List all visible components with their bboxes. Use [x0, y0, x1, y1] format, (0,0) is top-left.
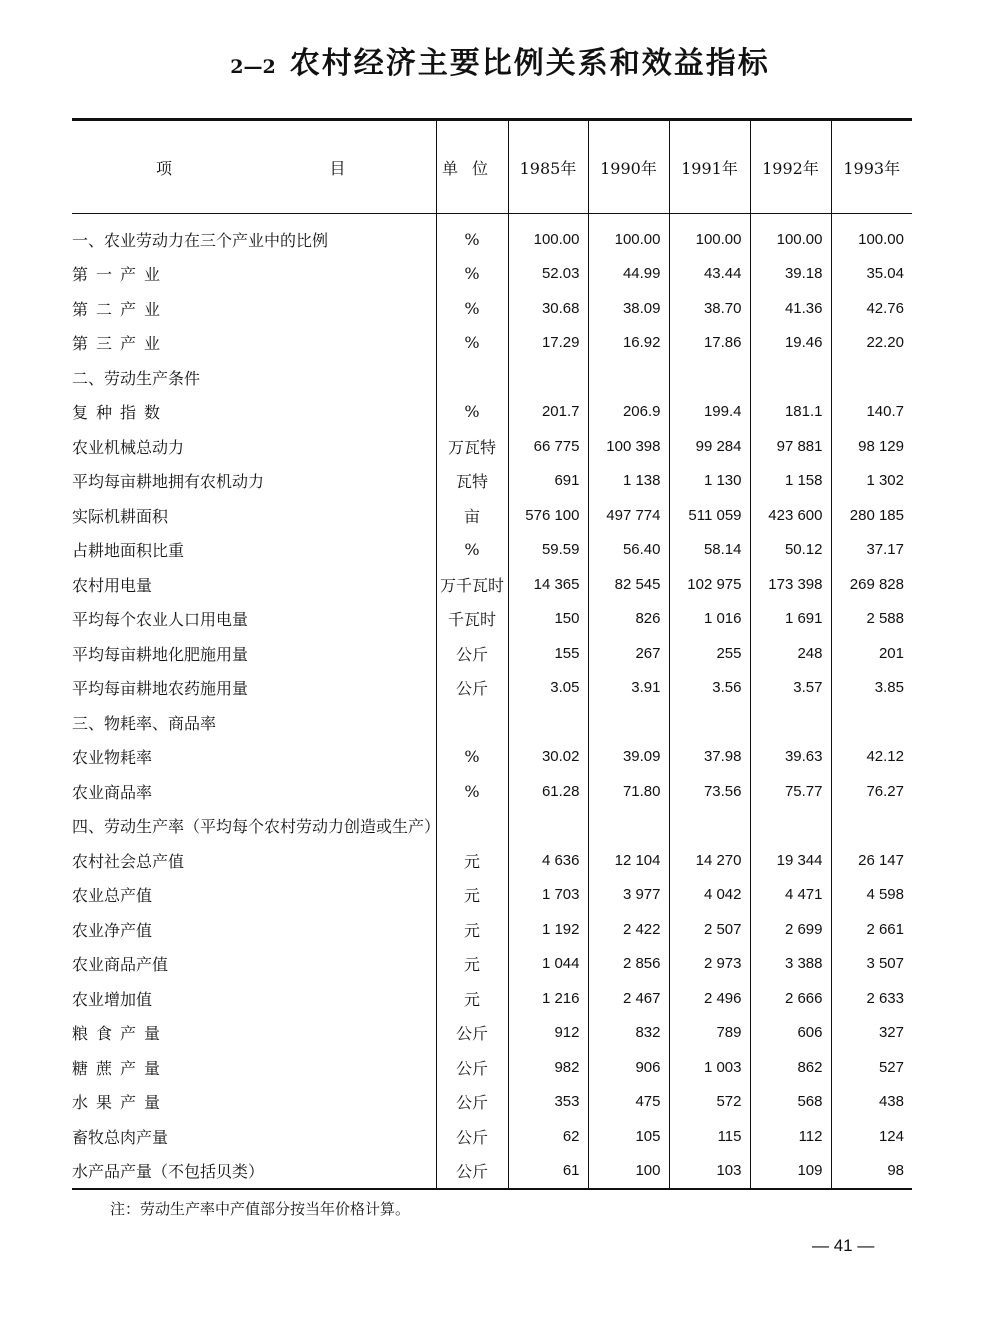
row-value: 4 598 [831, 878, 912, 913]
row-label: 实际机耕面积 [72, 506, 169, 526]
row-value: 2 633 [831, 981, 912, 1016]
row-unit: % [436, 774, 508, 809]
row-value: 1 691 [750, 602, 831, 637]
row-label: 第三产业 [72, 334, 169, 354]
row-value: 269 828 [831, 567, 912, 602]
row-unit: % [436, 533, 508, 568]
row-value: 906 [588, 1050, 669, 1085]
row-value: 982 [508, 1050, 588, 1085]
table-row [72, 878, 912, 913]
row-value: 576 100 [508, 498, 588, 533]
row-value: 58.14 [669, 533, 750, 568]
row-value: 606 [750, 1016, 831, 1051]
row-value: 201.7 [508, 395, 588, 430]
row-value: 1 302 [831, 464, 912, 499]
row-value: 37.98 [669, 740, 750, 775]
row-value: 56.40 [588, 533, 669, 568]
row-unit: 公斤 [436, 1016, 508, 1051]
row-value: 26 147 [831, 843, 912, 878]
page-number: — 41 — [812, 1236, 875, 1255]
table-row [72, 257, 912, 292]
row-unit: 元 [436, 843, 508, 878]
table-body [72, 214, 912, 1190]
row-label: 糖蔗产量 [72, 1058, 169, 1078]
row-value: 100.00 [831, 214, 912, 257]
row-value: 2 661 [831, 912, 912, 947]
row-value [750, 705, 831, 740]
row-value [588, 809, 669, 844]
row-value: 511 059 [669, 498, 750, 533]
row-label: 农业净产值 [72, 920, 153, 940]
row-value: 100 398 [588, 429, 669, 464]
row-unit: % [436, 214, 508, 257]
row-label: 农业商品产值 [72, 955, 169, 975]
row-value [831, 705, 912, 740]
header-year-1991: 1991年 [669, 120, 750, 214]
row-value: 2 422 [588, 912, 669, 947]
row-value: 115 [669, 1119, 750, 1154]
row-value: 3 507 [831, 947, 912, 982]
row-value: 59.59 [508, 533, 588, 568]
row-value: 124 [831, 1119, 912, 1154]
table-row [72, 498, 912, 533]
row-label: 水果产量 [72, 1093, 169, 1113]
table-row [72, 843, 912, 878]
row-unit: 公斤 [436, 1085, 508, 1120]
row-value: 37.17 [831, 533, 912, 568]
row-value: 102 975 [669, 567, 750, 602]
row-unit [436, 360, 508, 395]
row-label: 平均每亩耕地拥有农机动力 [72, 472, 265, 492]
row-value [831, 809, 912, 844]
header-year-1990: 1990年 [588, 120, 669, 214]
row-value: 2 699 [750, 912, 831, 947]
row-value: 38.70 [669, 291, 750, 326]
row-value: 475 [588, 1085, 669, 1120]
row-value: 71.80 [588, 774, 669, 809]
row-label: 农业总产值 [72, 886, 153, 906]
row-unit: 公斤 [436, 671, 508, 706]
table-row [72, 671, 912, 706]
statistics-table [72, 118, 912, 1190]
row-value: 2 973 [669, 947, 750, 982]
row-value: 100.00 [750, 214, 831, 257]
row-value: 199.4 [669, 395, 750, 430]
row-value: 3.85 [831, 671, 912, 706]
row-value: 19.46 [750, 326, 831, 361]
row-value [508, 809, 588, 844]
row-value: 3 388 [750, 947, 831, 982]
row-value: 3.91 [588, 671, 669, 706]
row-value: 75.77 [750, 774, 831, 809]
row-value: 1 703 [508, 878, 588, 913]
row-value [750, 360, 831, 395]
row-label: 第二产业 [72, 299, 169, 319]
row-value: 527 [831, 1050, 912, 1085]
row-value: 140.7 [831, 395, 912, 430]
header-year-1992: 1992年 [750, 120, 831, 214]
row-unit: 元 [436, 981, 508, 1016]
row-value: 30.68 [508, 291, 588, 326]
table-row [72, 1050, 912, 1085]
row-label: 平均每亩耕地农药施用量 [72, 679, 249, 699]
row-value: 22.20 [831, 326, 912, 361]
row-value: 3.05 [508, 671, 588, 706]
row-value: 66 775 [508, 429, 588, 464]
table-title-text: 农村经济主要比例关系和效益指标 [289, 46, 770, 81]
table-row [72, 774, 912, 809]
row-value: 280 185 [831, 498, 912, 533]
row-value [669, 809, 750, 844]
row-value: 98 [831, 1154, 912, 1190]
row-label: 一、农业劳动力在三个产业中的比例 [72, 230, 329, 250]
row-value: 39.63 [750, 740, 831, 775]
row-value: 38.09 [588, 291, 669, 326]
row-value: 2 496 [669, 981, 750, 1016]
row-value: 44.99 [588, 257, 669, 292]
row-value: 438 [831, 1085, 912, 1120]
row-value [669, 360, 750, 395]
row-value: 789 [669, 1016, 750, 1051]
row-unit: 元 [436, 947, 508, 982]
header-item-left: 项 [156, 158, 173, 178]
row-label: 农业物耗率 [72, 748, 153, 768]
row-value: 98 129 [831, 429, 912, 464]
row-value: 42.12 [831, 740, 912, 775]
row-unit: % [436, 326, 508, 361]
table-row [72, 395, 912, 430]
row-value: 353 [508, 1085, 588, 1120]
row-value: 43.44 [669, 257, 750, 292]
row-value: 39.18 [750, 257, 831, 292]
table-row [72, 912, 912, 947]
row-unit: 千瓦时 [436, 602, 508, 637]
row-value: 1 044 [508, 947, 588, 982]
row-unit: % [436, 740, 508, 775]
table-row [72, 533, 912, 568]
header-year-1993: 1993年 [831, 120, 912, 214]
row-value: 423 600 [750, 498, 831, 533]
row-unit: 瓦特 [436, 464, 508, 499]
row-unit: 万千瓦时 [436, 567, 508, 602]
row-label: 平均每亩耕地化肥施用量 [72, 644, 249, 664]
row-value: 109 [750, 1154, 831, 1190]
table-row [72, 429, 912, 464]
table-row [72, 291, 912, 326]
row-value: 1 003 [669, 1050, 750, 1085]
row-label: 畜牧总肉产量 [72, 1127, 169, 1147]
row-label: 占耕地面积比重 [72, 541, 185, 561]
row-label: 平均每个农业人口用电量 [72, 610, 249, 630]
row-value: 173 398 [750, 567, 831, 602]
row-value: 3.57 [750, 671, 831, 706]
page-title [0, 38, 1000, 82]
row-value [588, 705, 669, 740]
row-value: 35.04 [831, 257, 912, 292]
row-unit: 亩 [436, 498, 508, 533]
row-value: 1 158 [750, 464, 831, 499]
table-row [72, 602, 912, 637]
row-value: 826 [588, 602, 669, 637]
row-value: 155 [508, 636, 588, 671]
row-value: 206.9 [588, 395, 669, 430]
table-row [72, 1154, 912, 1190]
row-label: 二、劳动生产条件 [72, 368, 201, 388]
row-unit: 元 [436, 912, 508, 947]
row-label: 农村社会总产值 [72, 851, 185, 871]
row-value: 100.00 [669, 214, 750, 257]
row-value: 912 [508, 1016, 588, 1051]
row-value: 112 [750, 1119, 831, 1154]
table-row [72, 464, 912, 499]
row-unit: 公斤 [436, 1154, 508, 1190]
row-label: 第一产业 [72, 265, 169, 285]
row-value: 1 138 [588, 464, 669, 499]
row-label: 水产品产量（不包括贝类） [72, 1154, 436, 1190]
row-value [508, 360, 588, 395]
row-value: 497 774 [588, 498, 669, 533]
row-value: 2 467 [588, 981, 669, 1016]
header-item [72, 120, 436, 214]
row-value: 2 666 [750, 981, 831, 1016]
row-unit: 元 [436, 878, 508, 913]
row-label: 农村用电量 [72, 575, 153, 595]
row-value: 14 270 [669, 843, 750, 878]
row-value: 4 042 [669, 878, 750, 913]
table-row [72, 636, 912, 671]
row-label: 粮食产量 [72, 1024, 169, 1044]
table-row [72, 567, 912, 602]
row-value: 267 [588, 636, 669, 671]
row-value: 97 881 [750, 429, 831, 464]
row-value: 12 104 [588, 843, 669, 878]
table-header-row [72, 120, 912, 214]
table-row [72, 981, 912, 1016]
row-value [588, 360, 669, 395]
table-row [72, 214, 912, 257]
table-row [72, 947, 912, 982]
row-value: 572 [669, 1085, 750, 1120]
row-value: 327 [831, 1016, 912, 1051]
row-label: 复种指数 [72, 403, 169, 423]
row-value: 61 [508, 1154, 588, 1190]
footnote: 注：劳动生产率中产值部分按当年价格计算。 [110, 1200, 411, 1218]
row-value: 61.28 [508, 774, 588, 809]
row-value: 30.02 [508, 740, 588, 775]
row-label: 农业机械总动力 [72, 437, 185, 457]
table-row [72, 360, 912, 395]
row-value: 17.29 [508, 326, 588, 361]
table-row [72, 809, 912, 844]
row-value: 691 [508, 464, 588, 499]
row-label: 农业商品率 [72, 782, 153, 802]
table-row [72, 740, 912, 775]
row-value [831, 360, 912, 395]
row-unit: 万瓦特 [436, 429, 508, 464]
row-value: 99 284 [669, 429, 750, 464]
header-unit: 单位 [436, 120, 508, 214]
table-row [72, 1016, 912, 1051]
row-value: 255 [669, 636, 750, 671]
row-value: 52.03 [508, 257, 588, 292]
table-row [72, 1085, 912, 1120]
row-unit: % [436, 257, 508, 292]
row-value: 1 216 [508, 981, 588, 1016]
row-value: 19 344 [750, 843, 831, 878]
row-value [508, 705, 588, 740]
row-value: 41.36 [750, 291, 831, 326]
row-value: 181.1 [750, 395, 831, 430]
row-label: 三、物耗率、商品率 [72, 713, 217, 733]
row-unit: 公斤 [436, 636, 508, 671]
row-value [669, 705, 750, 740]
row-value: 3 977 [588, 878, 669, 913]
row-unit [436, 809, 508, 844]
row-unit: 公斤 [436, 1050, 508, 1085]
row-value: 3.56 [669, 671, 750, 706]
row-value: 103 [669, 1154, 750, 1190]
row-value: 105 [588, 1119, 669, 1154]
row-value: 62 [508, 1119, 588, 1154]
header-year-1985: 1985年 [508, 120, 588, 214]
row-value: 39.09 [588, 740, 669, 775]
row-value: 76.27 [831, 774, 912, 809]
row-value: 4 636 [508, 843, 588, 878]
row-value: 832 [588, 1016, 669, 1051]
row-value: 1 016 [669, 602, 750, 637]
row-unit: % [436, 291, 508, 326]
row-value: 82 545 [588, 567, 669, 602]
row-unit: 公斤 [436, 1119, 508, 1154]
row-value: 73.56 [669, 774, 750, 809]
row-value: 201 [831, 636, 912, 671]
table-number: 2—2 [230, 56, 276, 78]
row-value: 1 130 [669, 464, 750, 499]
row-label: 四、劳动生产率（平均每个农村劳动力创造或生产） [72, 817, 441, 837]
row-value: 50.12 [750, 533, 831, 568]
row-value: 248 [750, 636, 831, 671]
row-value: 568 [750, 1085, 831, 1120]
row-value: 14 365 [508, 567, 588, 602]
header-item-right: 目 [329, 158, 346, 178]
row-value: 100.00 [588, 214, 669, 257]
row-unit [436, 705, 508, 740]
row-value: 4 471 [750, 878, 831, 913]
row-value: 16.92 [588, 326, 669, 361]
table-row [72, 326, 912, 361]
row-unit: % [436, 395, 508, 430]
row-label: 农业增加值 [72, 989, 153, 1009]
row-value: 2 588 [831, 602, 912, 637]
table-row [72, 1119, 912, 1154]
row-value: 100.00 [508, 214, 588, 257]
row-value: 2 856 [588, 947, 669, 982]
row-value [750, 809, 831, 844]
row-value: 2 507 [669, 912, 750, 947]
table-row [72, 705, 912, 740]
row-value: 100 [588, 1154, 669, 1190]
row-value: 150 [508, 602, 588, 637]
row-value: 42.76 [831, 291, 912, 326]
row-value: 862 [750, 1050, 831, 1085]
row-value: 17.86 [669, 326, 750, 361]
row-value: 1 192 [508, 912, 588, 947]
